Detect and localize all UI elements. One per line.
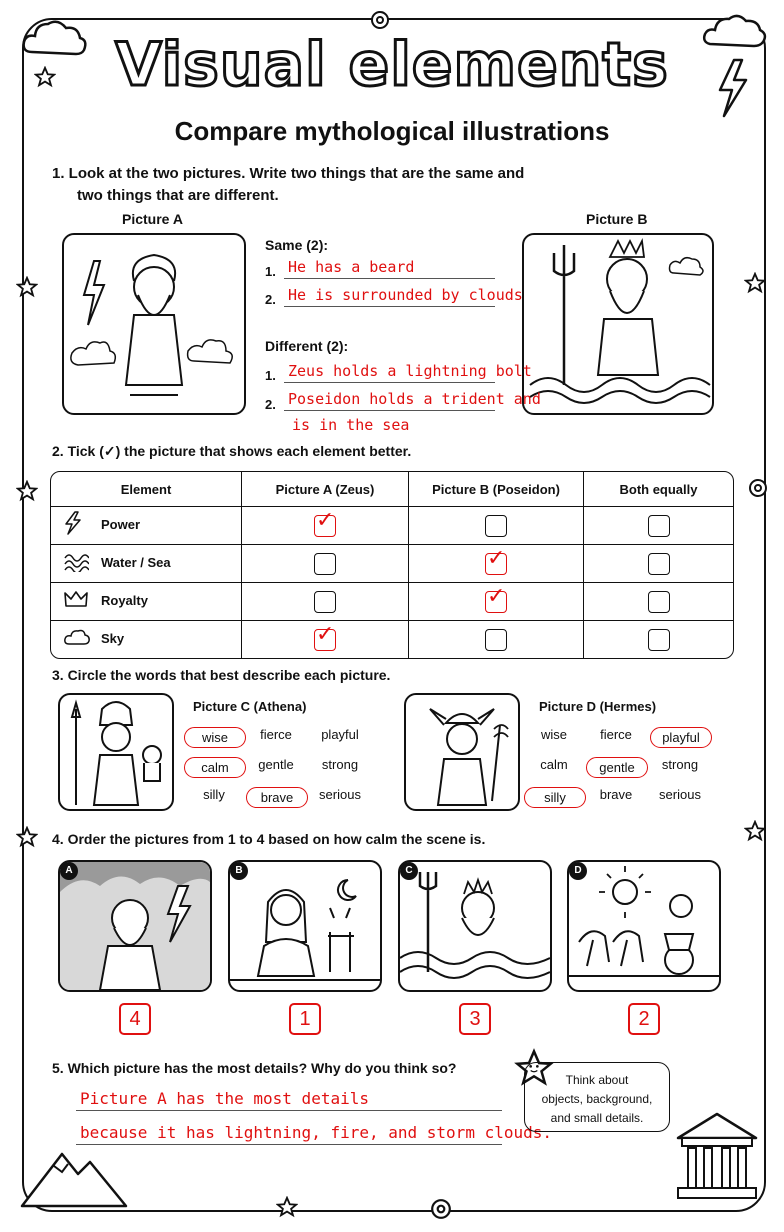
different-1-num: 1. bbox=[265, 368, 276, 383]
tip-box: Think about objects, background, and small details. bbox=[524, 1062, 670, 1132]
checked-checkbox[interactable] bbox=[314, 621, 336, 651]
q2-prompt: 2. Tick (✓) the picture that shows each element better. bbox=[52, 443, 412, 459]
star-icon bbox=[744, 272, 766, 294]
q5-answer-line-1[interactable]: Picture A has the most details bbox=[76, 1088, 502, 1111]
spiral-icon bbox=[748, 478, 768, 498]
spiral-icon bbox=[370, 10, 390, 30]
checked-checkbox[interactable] bbox=[314, 507, 336, 537]
circled-word[interactable]: wise bbox=[184, 727, 246, 748]
picture-c-athena bbox=[58, 693, 174, 811]
checkbox[interactable] bbox=[485, 515, 507, 537]
picture-c-label: Picture C (Athena) bbox=[193, 699, 307, 714]
picture-b-label: Picture B bbox=[586, 211, 648, 227]
star-icon bbox=[276, 1196, 298, 1218]
waves-icon bbox=[63, 550, 101, 577]
table-row bbox=[51, 507, 733, 545]
checkbox[interactable] bbox=[485, 629, 507, 651]
word-option[interactable]: fierce bbox=[600, 727, 632, 742]
word-option[interactable]: playful bbox=[321, 727, 359, 742]
same-answer-2[interactable]: He is surrounded by clouds bbox=[284, 284, 495, 307]
tick-table bbox=[50, 471, 734, 659]
star-icon bbox=[16, 276, 38, 298]
picture-b-calm bbox=[228, 860, 382, 992]
tick-cell bbox=[242, 621, 409, 658]
picture-letter-badge: C bbox=[400, 862, 418, 880]
element-cell bbox=[51, 583, 242, 621]
element-label: Royalty bbox=[101, 592, 148, 608]
q4-prompt: 4. Order the pictures from 1 to 4 based on how calm the scene is. bbox=[52, 831, 486, 847]
order-number-box[interactable]: 4 bbox=[119, 1003, 151, 1035]
check-mark-icon: ✓ bbox=[316, 507, 335, 533]
word-option[interactable]: serious bbox=[319, 787, 361, 802]
word-option[interactable]: wise bbox=[540, 727, 567, 742]
same-1-num: 1. bbox=[265, 264, 276, 279]
tick-cell bbox=[584, 583, 733, 621]
circled-word[interactable]: silly bbox=[524, 787, 586, 808]
picture-a-zeus bbox=[62, 233, 246, 415]
element-cell bbox=[51, 621, 242, 658]
circled-word[interactable]: playful bbox=[650, 727, 712, 748]
q5-answer-line-2[interactable]: because it has lightning, fire, and storm clouds. bbox=[76, 1122, 502, 1145]
checkbox[interactable] bbox=[648, 629, 670, 651]
word-option[interactable]: brave bbox=[599, 787, 633, 802]
crown-icon bbox=[63, 589, 101, 614]
element-label: Power bbox=[101, 516, 141, 532]
tick-cell bbox=[242, 583, 409, 621]
column-header: Both equally bbox=[584, 472, 733, 507]
tick-cell bbox=[409, 545, 584, 583]
checkbox[interactable] bbox=[314, 553, 336, 575]
checked-checkbox[interactable] bbox=[485, 583, 507, 613]
checked-checkbox[interactable] bbox=[485, 545, 507, 575]
word-option[interactable]: gentle bbox=[258, 757, 294, 772]
table-row bbox=[51, 621, 733, 658]
picture-a-label: Picture A bbox=[122, 211, 183, 227]
same-heading: Same (2): bbox=[265, 237, 329, 253]
circled-word[interactable]: gentle bbox=[586, 757, 648, 778]
same-answer-1[interactable]: He has a beard bbox=[284, 256, 495, 279]
picture-d-label: Picture D (Hermes) bbox=[539, 699, 657, 714]
q5-prompt: 5. Which picture has the most details? Why do you think so? bbox=[52, 1060, 457, 1076]
column-header: Element bbox=[51, 472, 242, 507]
order-number-box[interactable]: 2 bbox=[628, 1003, 660, 1035]
picture-d-hermes bbox=[404, 693, 520, 811]
picture-letter-badge: A bbox=[60, 862, 78, 880]
different-answer-1[interactable]: Zeus holds a lightning bolt bbox=[284, 360, 495, 383]
q3-prompt: 3. Circle the words that best describe each picture. bbox=[52, 667, 391, 683]
tick-cell bbox=[242, 507, 409, 545]
cloud-icon bbox=[63, 627, 101, 652]
word-option[interactable]: silly bbox=[203, 787, 225, 802]
tick-cell bbox=[242, 545, 409, 583]
different-heading: Different (2): bbox=[265, 338, 349, 354]
check-mark-icon: ✓ bbox=[487, 583, 506, 609]
check-mark-icon: ✓ bbox=[316, 621, 335, 647]
check-mark-icon: ✓ bbox=[487, 545, 506, 571]
table-header-row bbox=[51, 472, 733, 507]
element-label: Sky bbox=[101, 630, 125, 646]
tick-cell bbox=[584, 545, 733, 583]
order-number-box[interactable]: 3 bbox=[459, 1003, 491, 1035]
table-row bbox=[51, 545, 733, 583]
q1-prompt-line2: two things that are different. bbox=[77, 187, 279, 204]
checkbox[interactable] bbox=[648, 591, 670, 613]
tick-cell bbox=[409, 507, 584, 545]
picture-d-chariot bbox=[567, 860, 721, 992]
word-option[interactable]: fierce bbox=[260, 727, 292, 742]
element-label: Water / Sea bbox=[101, 554, 171, 570]
element-cell bbox=[51, 545, 242, 583]
star-icon bbox=[16, 480, 38, 502]
tick-cell bbox=[409, 583, 584, 621]
tick-cell bbox=[409, 621, 584, 658]
table-row bbox=[51, 583, 733, 621]
star-icon bbox=[16, 826, 38, 848]
picture-letter-badge: D bbox=[569, 862, 587, 880]
column-header: Picture B (Poseidon) bbox=[409, 472, 584, 507]
picture-c-sea bbox=[398, 860, 552, 992]
circled-word[interactable]: brave bbox=[246, 787, 308, 808]
order-number-box[interactable]: 1 bbox=[289, 1003, 321, 1035]
star-icon bbox=[744, 820, 766, 842]
picture-b-poseidon bbox=[522, 233, 714, 415]
different-answer-2-cont: is in the sea bbox=[292, 416, 410, 434]
word-option[interactable]: strong bbox=[661, 757, 699, 772]
circled-word[interactable]: calm bbox=[184, 757, 246, 778]
word-option[interactable]: strong bbox=[321, 757, 359, 772]
tick-cell bbox=[584, 507, 733, 545]
word-option[interactable]: serious bbox=[659, 787, 701, 802]
different-answer-2[interactable]: Poseidon holds a trident and bbox=[284, 388, 495, 411]
q1-prompt-line1: 1. Look at the two pictures. Write two things that are the same and bbox=[52, 165, 525, 182]
column-header: Picture A (Zeus) bbox=[242, 472, 409, 507]
lightning-icon bbox=[63, 511, 101, 540]
tick-cell bbox=[584, 621, 733, 658]
picture-a-storm bbox=[58, 860, 212, 992]
page-title: Visual elements bbox=[115, 30, 669, 100]
checkbox[interactable] bbox=[648, 553, 670, 575]
temple-icon bbox=[672, 1108, 762, 1204]
checkbox[interactable] bbox=[648, 515, 670, 537]
word-option[interactable]: calm bbox=[540, 757, 568, 772]
picture-letter-badge: B bbox=[230, 862, 248, 880]
checkbox[interactable] bbox=[314, 591, 336, 613]
spiral-icon bbox=[430, 1198, 452, 1220]
element-cell bbox=[51, 507, 242, 545]
same-2-num: 2. bbox=[265, 292, 276, 307]
different-2-num: 2. bbox=[265, 397, 276, 412]
page-subtitle: Compare mythological illustrations bbox=[174, 116, 610, 146]
mountain-icon bbox=[20, 1148, 130, 1208]
